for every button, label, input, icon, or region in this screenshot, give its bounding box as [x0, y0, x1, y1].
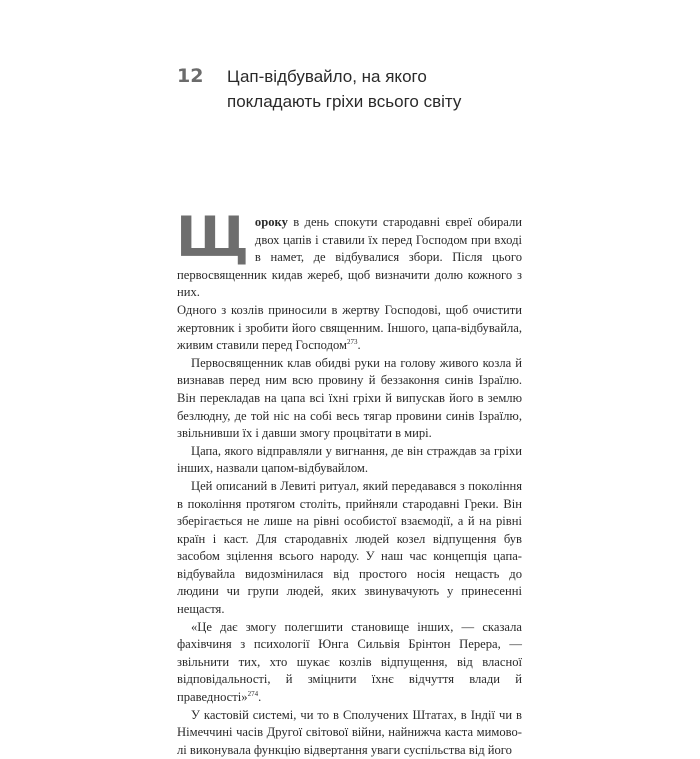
- paragraph-7: У кастовій системі, чи то в Сполучених Штатах, в Індії чи в Німеччині часів Другої світової війни, найнижча каста мимоволі виконувала функцію відвертання уваги суспільства від його: [177, 707, 522, 757]
- paragraph-5: Цей описаний в Левиті ритуал, який передавався з покоління в покоління протягом століть, прийняли стародавні Греки. Він зберігається не лише на рівні особистої взаємодії, а й на рівні країн і каст. Для стародавніх людей козел відпущення був засобом зцілення всього народу. У наш час концепція цапа-відбувайла видозмінилася від простого носія нещасть до людини чи групи людей, яких звинувачують у принесенні нещастя.: [177, 478, 522, 617]
- paragraph-6-end: .: [258, 690, 262, 705]
- paragraph-6-text: «Це дає змогу полегшити становище інших, — сказала фахівчиня з психології Юнга Сильвія Брінтон Перера, — звільнити тих, хто шукає козлів відпущення, від власної відповідальності, й зміцнити їхнє відчуття влади й праведності»: [177, 619, 522, 705]
- paragraph-1-text: в день спокути стародавні євреї обирали двох цапів і ставили їх перед Господом при вході в намет, де відбувалися збори. Після цього первосвященник кидав жереб, щоб визначити долю кожного з них.: [177, 215, 522, 300]
- chapter-body: [176, 205, 522, 759]
- paragraph-2-end: .: [357, 338, 361, 353]
- paragraph-2-text: Одного з козлів приносили в жертву Господові, щоб очистити жертовник і зробити його священним. Іншого, цапа-відбувайла, живим ставили перед Господом: [177, 302, 522, 353]
- chapter-title: Цап-відбувайло, на якого покладають гріхи всього світу: [227, 67, 462, 111]
- paragraph-6: [177, 619, 522, 707]
- paragraph-4: Цапа, якого відправляли у вигнання, де він страждав за гріхи інших, назвали цапом-відбувайлом.: [177, 443, 522, 476]
- paragraph-2: [177, 302, 522, 355]
- footnote-ref-273[interactable]: 273: [347, 337, 358, 346]
- chapter-header: [177, 64, 487, 114]
- paragraph-3: Первосвященник клав обидві руки на голову живого козла й визнавав перед ним всю провину й беззаконня синів Ізраїлю. Він перекладав на цапа всі їхні гріхи й випускав його в землю безлюдну, де той ніс на собі весь тягар провини синів Ізраїлю, звільнивши їх і давши змогу процвітати в мирі.: [177, 355, 522, 441]
- drop-cap: Щ: [176, 205, 249, 269]
- footnote-ref-274[interactable]: 274: [247, 689, 259, 698]
- lead-word: ороку: [254, 215, 288, 229]
- paragraph-1: [176, 205, 522, 302]
- chapter-number: 12: [177, 65, 204, 87]
